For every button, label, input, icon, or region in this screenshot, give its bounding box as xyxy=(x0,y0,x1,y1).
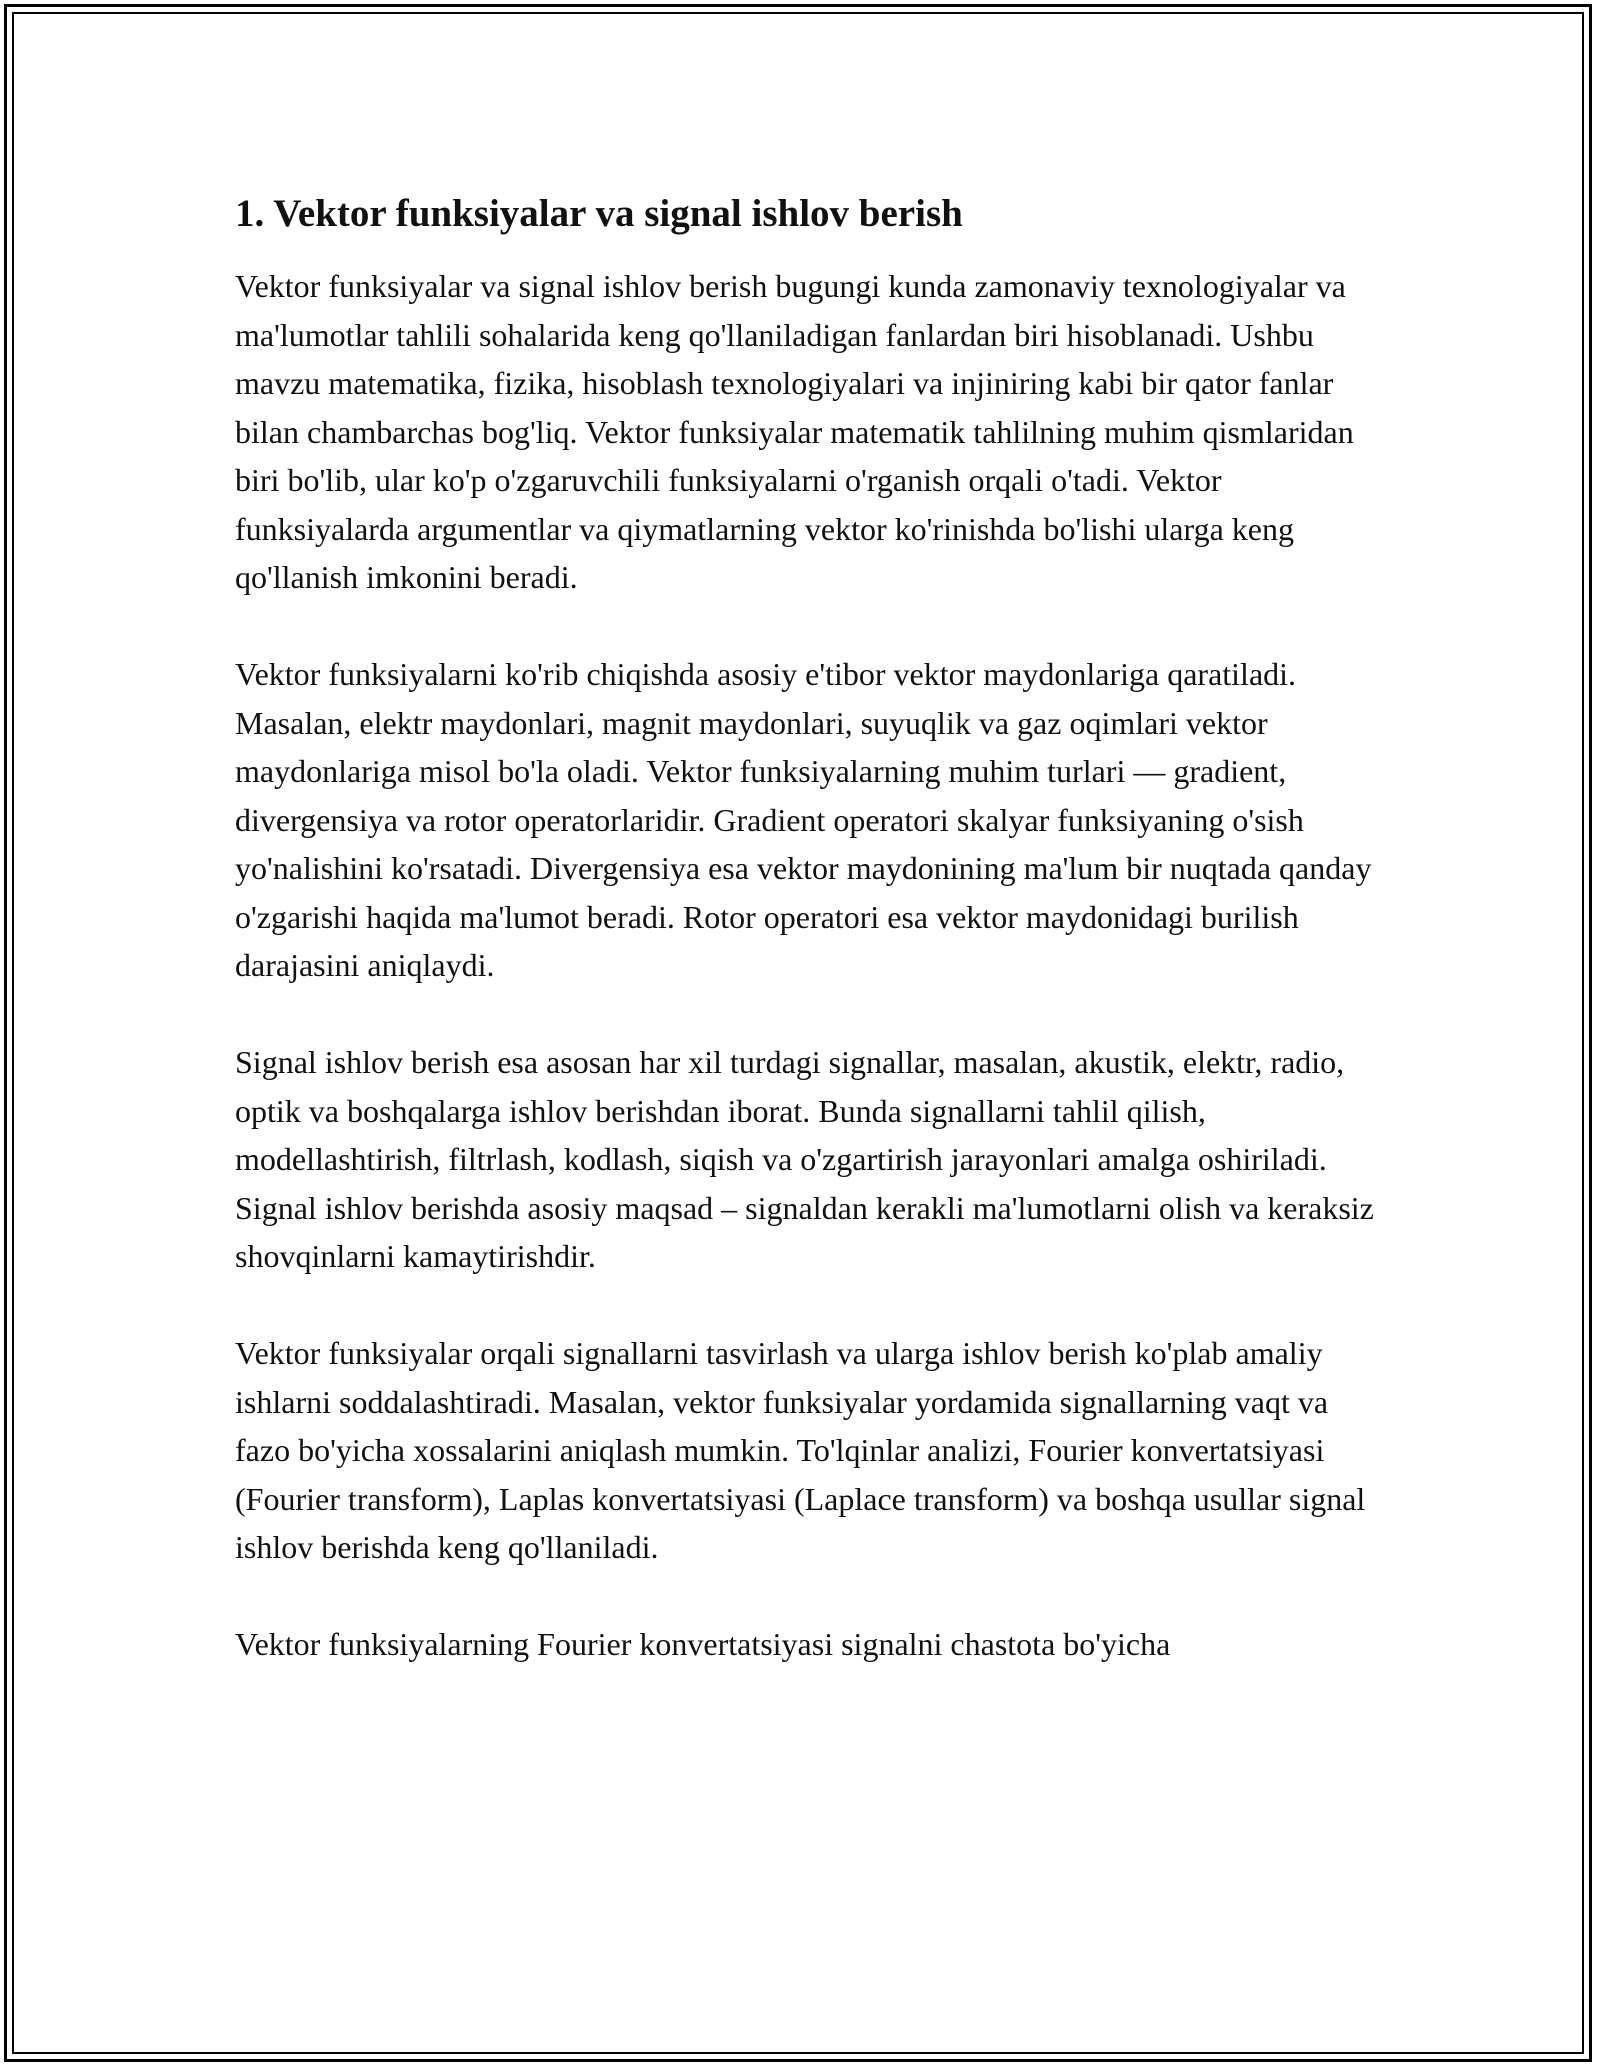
paragraph-2: Vektor funksiyalarni ko'rib chiqishda asosiy e'tibor vektor maydonlariga qaratiladi. Masalan, elektr maydonlari, magnit maydonlari, suyuqlik va gaz oqimlari vektor maydonlariga misol bo'la oladi. Vektor funksiyalarning muhim turlari — gradient, divergensiya va rotor operatorlaridir. Gradient operatori skalyar funksiyaning o'sish yo'nalishini ko'rsatadi. Divergensiya esa vektor maydonining ma'lum bir nuqtada qanday o'zgarishi haqida ma'lumot beradi. Rotor operatori esa vektor maydonidagi burilish darajasini aniqlaydi. xyxy=(235,656,1372,983)
paragraph-3: Signal ishlov berish esa asosan har xil turdagi signallar, masalan, akustik, elektr, radio, optik va boshqalarga ishlov berishdan iborat. Bunda signallarni tahlil qilish, modellashtirish, filtrlash, kodlash, siqish va o'zgartirish jarayonlari amalga oshiriladi. Signal ishlov berishda asosiy maqsad – signaldan kerakli ma'lumotlarni olish va keraksiz shovqinlarni kamaytirishdir. xyxy=(235,1044,1374,1274)
document-body xyxy=(235,186,1375,1717)
paragraph-4: Vektor funksiyalar orqali signallarni tasvirlash va ularga ishlov berish ko'plab amaliy ishlarni soddalashtiradi. Masalan, vektor funksiyalar yordamida signallarning vaqt va fazo bo'yicha xossalarini aniqlash mumkin. To'lqinlar analizi, Fourier konvertatsiyasi (Fourier transform), Laplas konvertatsiyasi (Laplace transform) va boshqa usullar signal ishlov berishda keng qo'llaniladi. xyxy=(235,1335,1366,1565)
document-title: 1. Vektor funksiyalar va signal ishlov berish xyxy=(235,192,963,235)
paragraph-1: Vektor funksiyalar va signal ishlov berish bugungi kunda zamonaviy texnologiyalar va ma'lumotlar tahlili sohalarida keng qo'llaniladigan fanlardan biri hisoblanadi. Ushbu mavzu matematika, fizika, hisoblash texnologiyalari va injiniring kabi bir qator fanlar bilan chambarchas bog'liq. Vektor funksiyalar matematik tahlilning muhim qismlaridan biri bo'lib, ular ko'p o'zgaruvchili funksiyalarni o'rganish orqali o'tadi. Vektor funksiyalarda argumentlar va qiymatlarning vektor ko'rinishda bo'lishi ularga keng qo'llanish imkonini beradi. xyxy=(235,268,1354,595)
paragraph-5: Vektor funksiyalarning Fourier konvertatsiyasi signalni chastota bo'yicha xyxy=(235,1626,1171,1662)
